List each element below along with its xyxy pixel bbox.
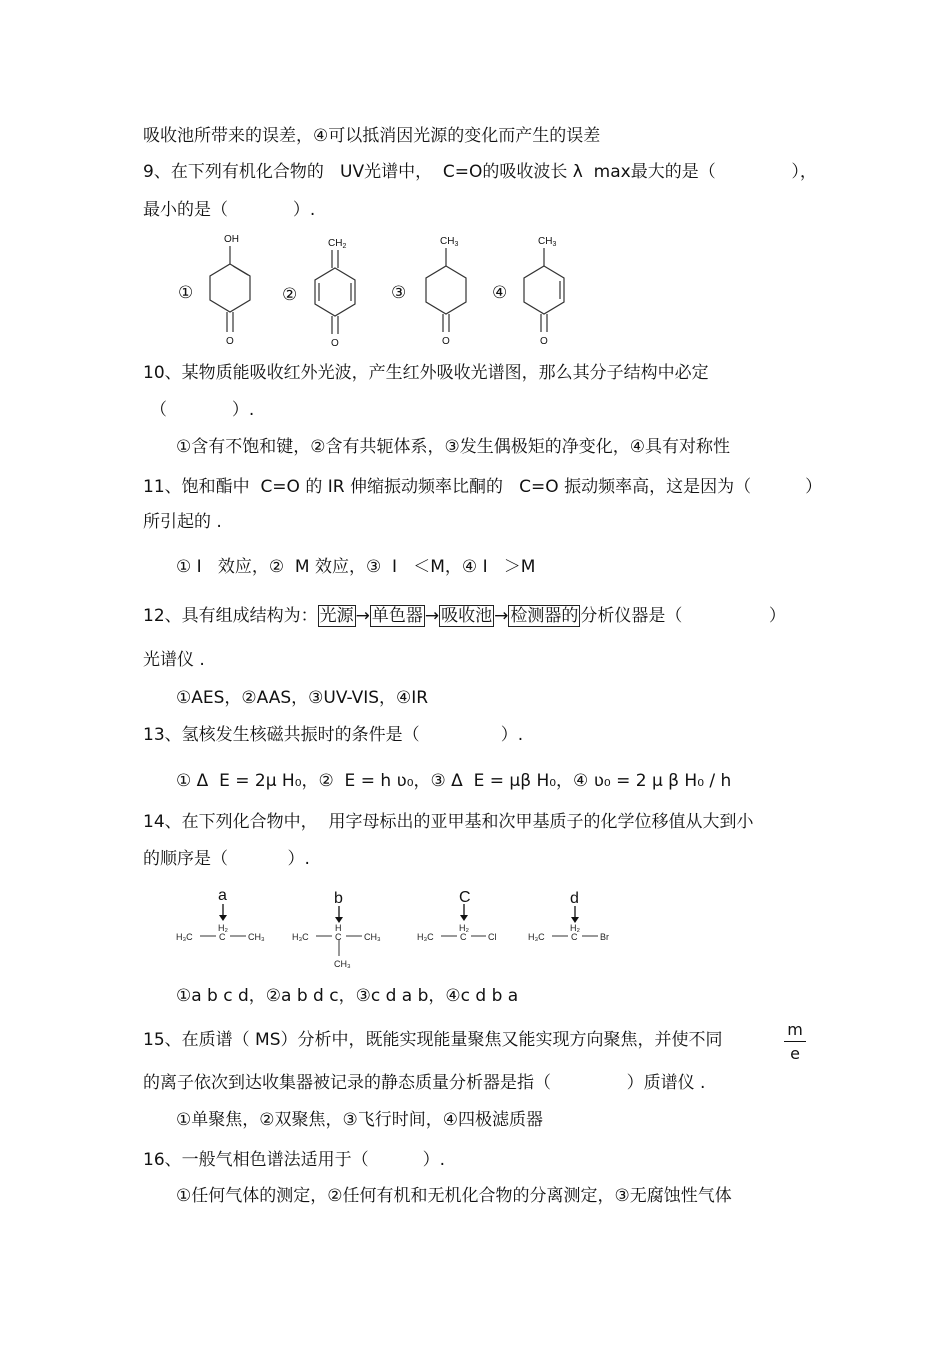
h2-label: H₂ [218,923,228,933]
question-12-line-2: 光谱仪 . [143,650,205,670]
chlorine-label: Cl [488,932,497,942]
svg-text:CH3 [440,236,458,248]
oh-label: OH [224,234,239,245]
label-b: b [334,890,343,907]
question-16-line-1: 16、一般气相色谱法适用于（ ）. [143,1150,446,1170]
carbonyl-o-label: O [226,336,234,347]
fraction-denominator: e [790,1044,800,1063]
q12-box-monochromator: 单色器 [371,606,423,626]
question-15-options: ①单聚焦，②双聚焦，③飞行时间，④四极滤质器 [176,1110,543,1130]
text-line-0: 吸收池所带来的误差，④可以抵消因光源的变化而产生的误差 [143,126,601,146]
m-over-e-fraction [784,1020,806,1063]
ch2-label: CH [328,238,343,249]
carbon-label: C [460,932,467,942]
question-10-options: ①含有不饱和键，②含有共轭体系，③发生偶极矩的净变化，④具有对称性 [176,437,730,457]
label-a: a [218,887,227,904]
h3c-label: H₃C [528,932,545,942]
question-14-line-2: 的顺序是（ ）. [143,849,310,869]
q12-suffix: 分析仪器是（ ） [580,606,786,626]
question-11-options: ① I 效应，② M 效应，③ I ＜M，④ I ＞M [176,557,536,577]
fraction-numerator: m [787,1020,803,1039]
ch3-subscript: 3 [454,241,459,248]
question-9-line-2: 最小的是（ ）. [143,200,316,220]
question-13-options: ① Δ E = 2μ H₀，② E = h ʋ₀，③ Δ E = μβ H₀，④ ʋ₀ = 2 μ β H₀ / h [176,771,732,791]
ch3-label: CH₃ [364,932,381,942]
ch3-label: CH₃ [334,959,351,969]
h2-label: H₂ [459,923,469,933]
svg-text:CH3 [538,236,556,248]
structure-3-label: ③ [391,283,407,302]
question-16-options: ①任何气体的测定，②任何有机和无机化合物的分离测定，③无腐蚀性气体 [176,1186,732,1206]
structure-4-label: ④ [492,283,508,302]
arrow-icon: → [424,606,440,626]
ch3-label: CH₃ [248,932,265,942]
question-11-line-2: 所引起的 . [143,512,222,532]
question-9-structures [170,228,590,350]
h3c-label: H₃C [176,932,193,942]
h-label: H [335,923,342,933]
question-14-structures [170,884,630,974]
q12-box-light-source: 光源 [319,606,354,626]
ch2-subscript: 2 [342,243,347,250]
ch3-label: CH [538,236,553,247]
q12-box-absorption-cell: 吸收池 [441,606,493,626]
question-12-options: ①AES，②AAS，③UV-VIS，④IR [176,688,429,708]
carbon-label: C [335,932,342,942]
label-d: d [570,890,579,907]
bromine-label: Br [600,932,609,942]
question-15-line-1: 15、在质谱（ MS）分析中，既能实现能量聚焦又能实现方向聚焦，并使不同 [143,1030,723,1050]
question-9-line-1: 9、在下列有机化合物的 UV光谱中， C=O的吸收波长 λ max最大的是（ ）， [143,162,817,182]
question-14-line-1: 14、在下列化合物中， 用字母标出的亚甲基和次甲基质子的化学位移值从大到小 [143,812,754,832]
svg-text:CH2 [328,238,346,250]
q12-box-detector: 检测器的 [510,606,579,626]
question-12-line-1 [143,604,786,628]
arrow-icon: → [494,606,509,626]
carbonyl-o-label: O [442,336,450,347]
h3c-label: H₃C [417,932,434,942]
ch3-label: CH [440,236,455,247]
question-10-line-1: 10、某物质能吸收红外光波，产生红外吸收光谱图，那么其分子结构中必定 [143,363,709,383]
carbon-label: C [219,932,226,942]
carbonyl-o-label: O [331,338,339,349]
question-11-line-1: 11、饱和酯中 C=O 的 IR 伸缩振动频率比酮的 C=O 振动频率高，这是因为（ ） [143,477,823,497]
q12-prefix: 12、具有组成结构为： [143,606,318,626]
question-14-options: ①a b c d，②a b d c，③c d a b，④c d b a [176,986,519,1006]
carbon-label: C [571,932,578,942]
h3c-label: H₃C [292,932,309,942]
question-15-line-2: 的离子依次到达收集器被记录的静态质量分析器是指（ ）质谱仪 . [143,1073,706,1093]
structure-1-label: ① [178,283,194,302]
question-13-line-1: 13、氢核发生核磁共振时的条件是（ ）. [143,725,524,745]
structure-2-label: ② [282,285,298,304]
question-10-line-2: （ ）. [150,400,255,420]
arrow-icon: → [355,606,370,626]
carbonyl-o-label: O [540,336,548,347]
h2-label: H₂ [570,923,580,933]
ch3-subscript: 3 [552,241,557,248]
label-c: C [459,889,471,906]
